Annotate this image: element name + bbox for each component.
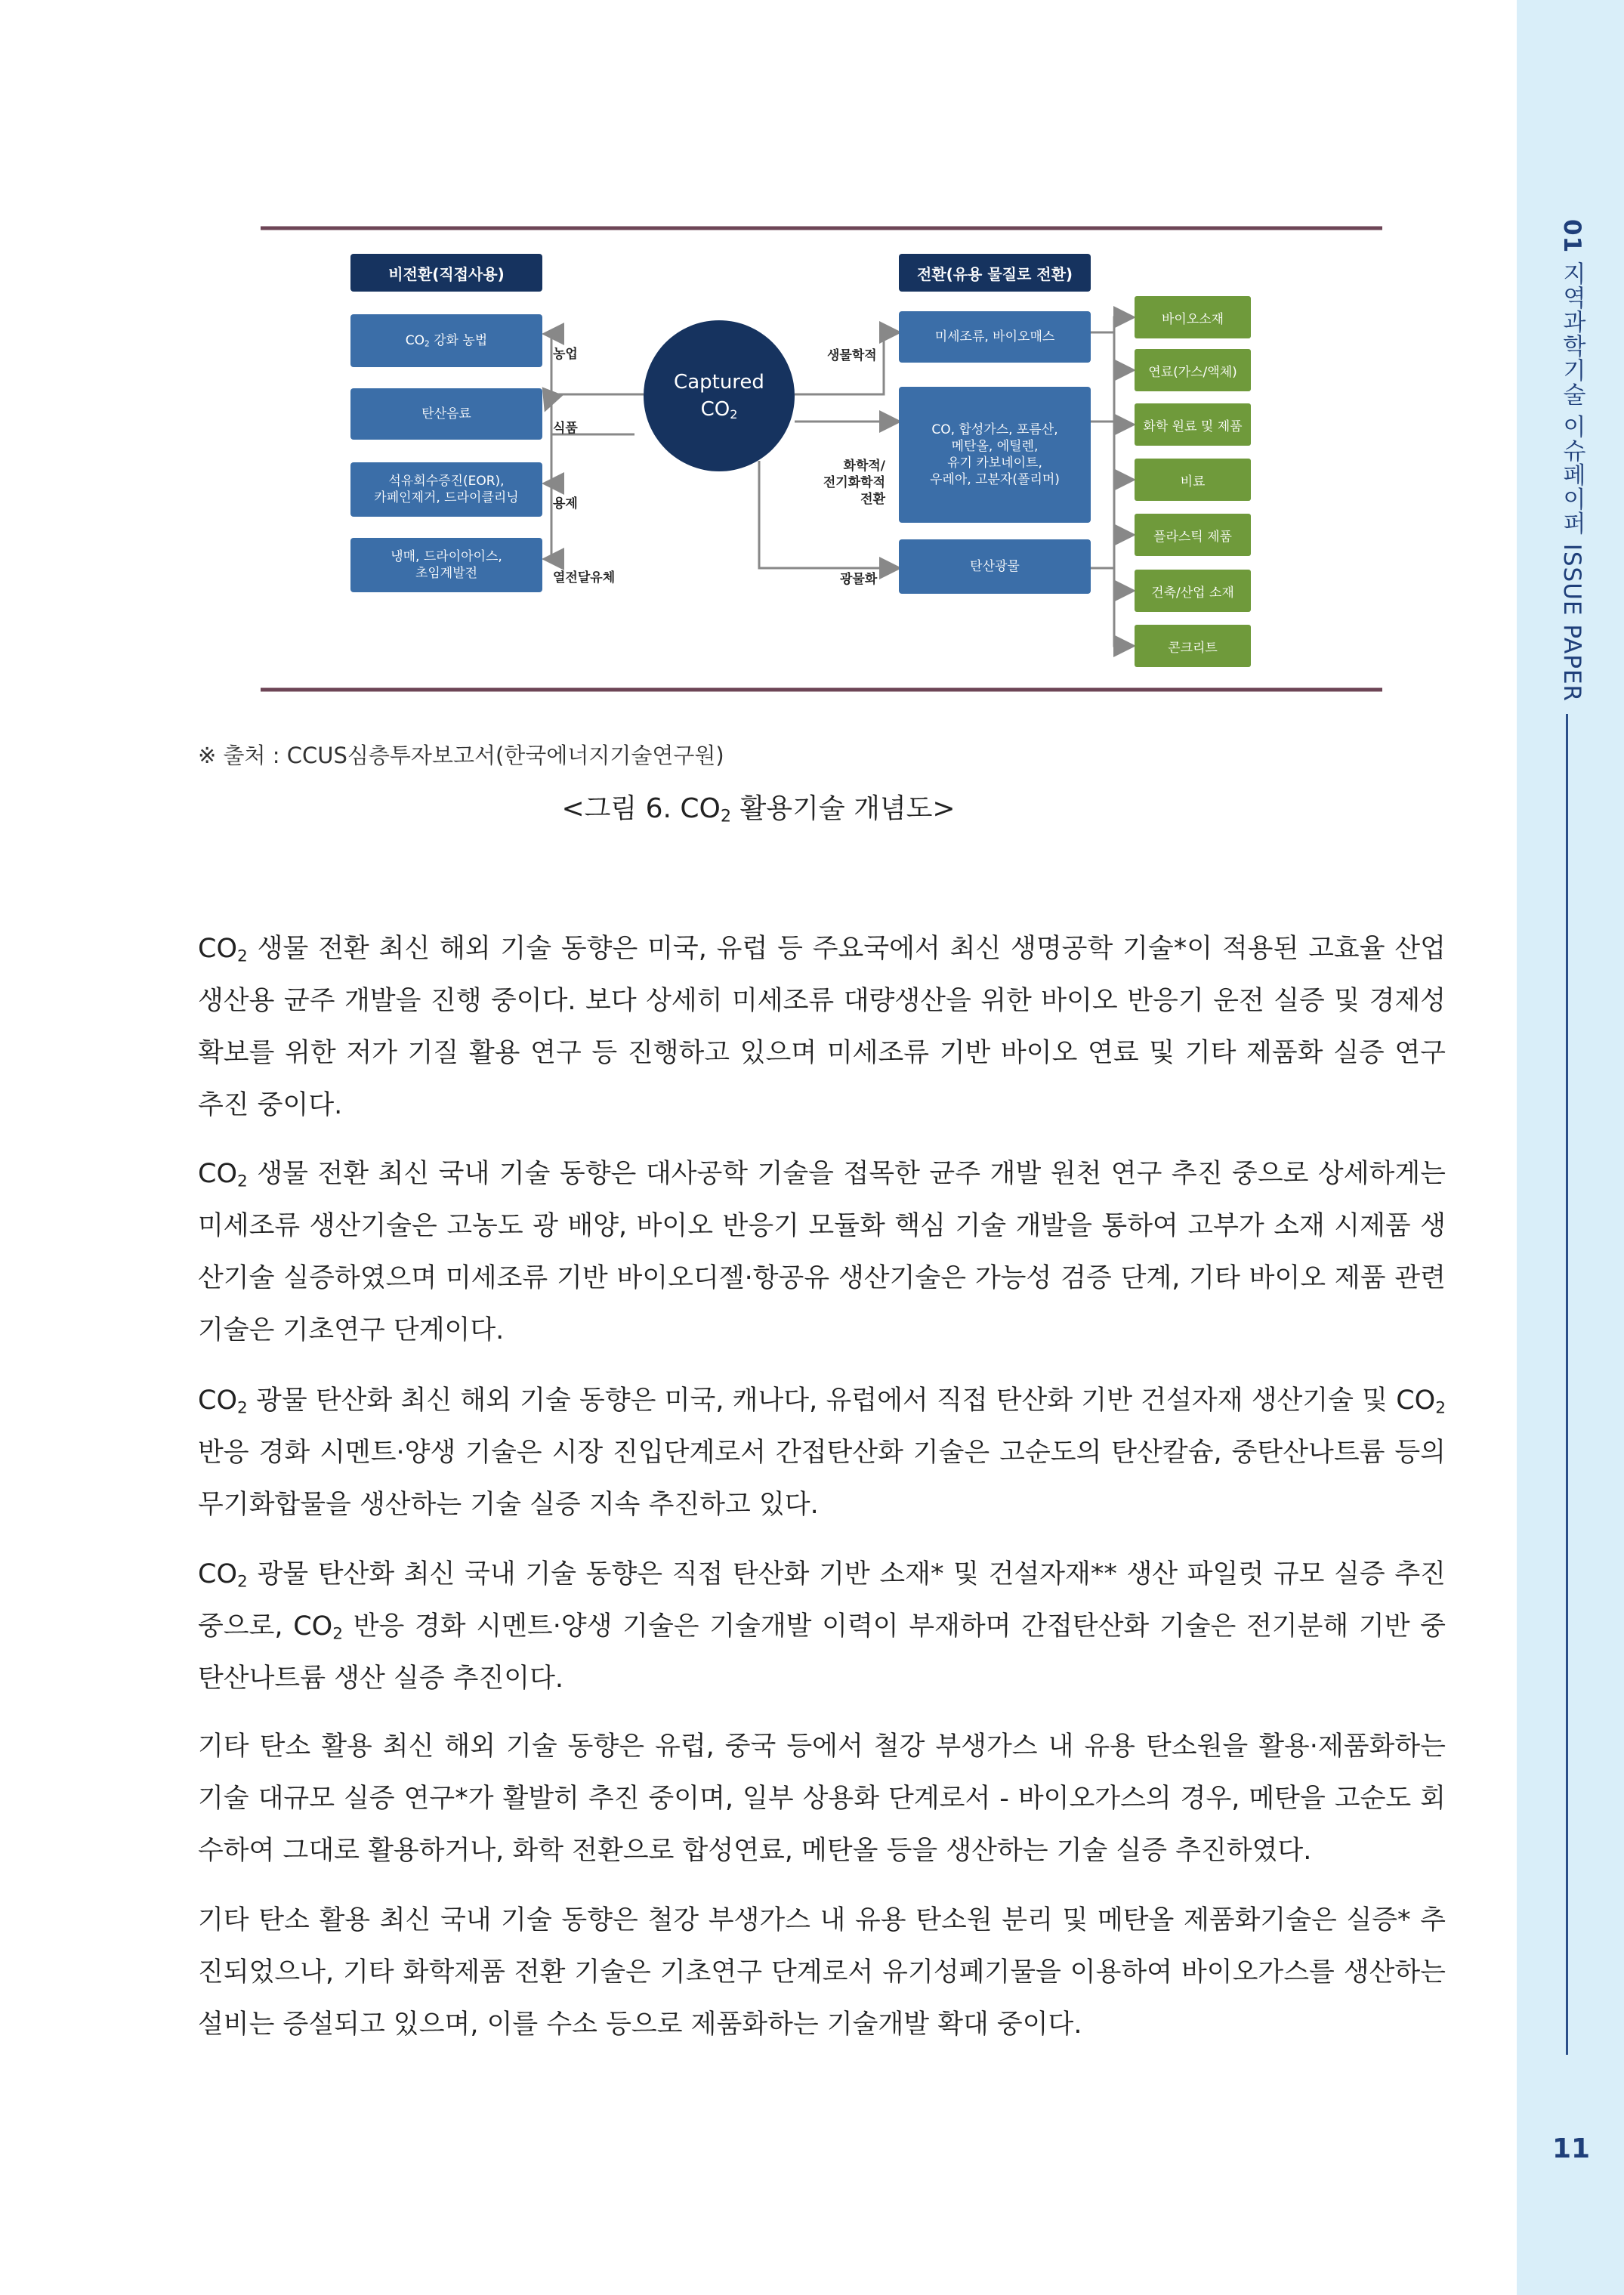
center-line2: $CO_2$ — [700, 398, 738, 422]
solvent-box: 석유회수증진(EOR), 카페인제거, 드라이클리닝 — [350, 462, 542, 517]
product-biomaterial: 바이오소재 — [1135, 296, 1251, 338]
right-header: 전환(유용 물질로 전환) — [899, 254, 1091, 292]
figure-caption: <그림 6. $CO_2$ 활용기술 개념도> — [561, 793, 956, 826]
publication-title: 지역과학기술 이슈페이퍼 ISSUE PAPER — [1558, 261, 1585, 703]
label-biological: 생물학적 — [827, 348, 877, 363]
product-concrete: 콘크리트 — [1135, 625, 1251, 667]
running-title — [1558, 219, 1589, 703]
product-fertilizer: 비료 — [1135, 459, 1251, 501]
paragraph-1: $CO_2$ 생물 전환 최신 해외 기술 동향은 미국, 유럽 등 주요국에서 최신 생명공학 기술*이 적용된 고효율 산업생산용 균주 개발을 진행 중이다. 보다 상세히 미세조류 대량생산을 위한 바이오 반응기 운전 실증 및 경제성 확보를 위한 저가 기질 활용 연구 등 진행하고 있으며 미세조류 기반 바이오 연료 및 기타 제품화 실증 연구 추진 중이다. — [198, 934, 1446, 1120]
product-chemicals: 화학 원료 및 제품 — [1135, 403, 1251, 446]
product-plastics: 플라스틱 제품 — [1135, 514, 1251, 556]
label-heat-transfer: 열전달유체 — [553, 570, 616, 585]
section-number: 01 — [1558, 219, 1585, 254]
left-header: 비전환(직접사용) — [350, 254, 542, 292]
microalgae-box: 미세조류, 바이오매스 — [899, 311, 1091, 363]
paragraph-2: $CO_2$ 생물 전환 최신 국내 기술 동향은 대사공학 기술을 접목한 균주 개발 원천 연구 추진 중으로 상세하게는 미세조류 생산기술은 고농도 광 배양, 바이오 반응기 모듈화 핵심 기술 개발을 통하여 고부가 소재 시제품 생산기술 실증하였으며 미세조류 기반 바이오디젤·항공유 생산기술은 가능성 검증 단계, 기타 바이오 제품 관련 기술은 기초연구 단계이다. — [198, 1159, 1446, 1345]
paragraph-3: $CO_2$ 광물 탄산화 최신 해외 기술 동향은 미국, 캐나다, 유럽에서 직접 탄산화 기반 건설자재 생산기술 및 $CO_2$ 반응 경화 시멘트·양생 기술은 시장 진입단계로서 간접탄산화 기술은 고순도의 탄산칼슘, 중탄산나트륨 등의 무기화합물을 생산하는 기술 실증 지속 추진하고 있다. — [198, 1385, 1446, 1520]
carbonate-mineral-box: 탄산광물 — [899, 539, 1091, 594]
label-mineralization: 광물화 — [840, 572, 878, 587]
paragraph-4: $CO_2$ 광물 탄산화 최신 국내 기술 동향은 직접 탄산화 기반 소재* 및 건설자재** 생산 파일럿 규모 실증 추진 중으로, $CO_2$ 반응 경화 시멘트·양생 기술은 기술개발 이력이 부재하며 간접탄산화 기술은 전기분해 기반 중탄산나트륨 생산 실증 추진이다. — [198, 1559, 1446, 1694]
paragraph-6: 기타 탄소 활용 최신 국내 기술 동향은 철강 부생가스 내 유용 탄소원 분리 및 메탄올 제품화기술은 실증* 추진되었으나, 기타 화학제품 전환 기술은 기초연구 단계로서 유기성폐기물을 이용하여 바이오가스를 생산하는 설비는 증설되고 있으며, 이를 수소 등으로 제품화하는 기술개발 확대 중이다. — [198, 1905, 1446, 2040]
product-fuel: 연료(가스/액체) — [1135, 349, 1251, 391]
label-agriculture: 농업 — [553, 347, 578, 362]
enhanced-agriculture-box: $CO_2$ 강화 농법 — [350, 314, 542, 367]
paragraph-5: 기타 탄소 활용 최신 해외 기술 동향은 유럽, 중국 등에서 철강 부생가스 내 유용 탄소원을 활용·제품화하는 기술 대규모 실증 연구*가 활발히 추진 중이며, 일부 상용화 단계로서 - 바이오가스의 경우, 메탄을 고순도 회수하여 그대로 활용하거나, 화학 전환으로 합성연료, 메탄올 등을 생산하는 기술 실증 추진하였다. — [198, 1731, 1446, 1866]
page-number: 11 — [1551, 2133, 1591, 2164]
captured-co2-circle — [644, 320, 795, 471]
co2-utilization-diagram — [257, 219, 1390, 703]
sidebar-divider — [1566, 714, 1568, 2055]
center-line1: Captured — [674, 371, 764, 394]
label-food: 식품 — [553, 421, 578, 436]
figure-source: ※ 출처 : CCUS심층투자보고서(한국에너지기술연구원) — [198, 743, 724, 768]
product-construction: 건축/산업 소재 — [1135, 570, 1251, 612]
chemicals-box: CO, 합성가스, 포름산, 메탄올, 에틸렌, 유기 카보네이트, 우레아, 고분자(폴리머) — [899, 387, 1091, 523]
heat-transfer-box: 냉매, 드라이아이스, 초임계발전 — [350, 538, 542, 592]
soft-drinks-box: 탄산음료 — [350, 388, 542, 440]
label-solvent: 용제 — [553, 496, 578, 511]
label-chemical: 화학적/ 전기화학적 전환 — [823, 459, 885, 507]
